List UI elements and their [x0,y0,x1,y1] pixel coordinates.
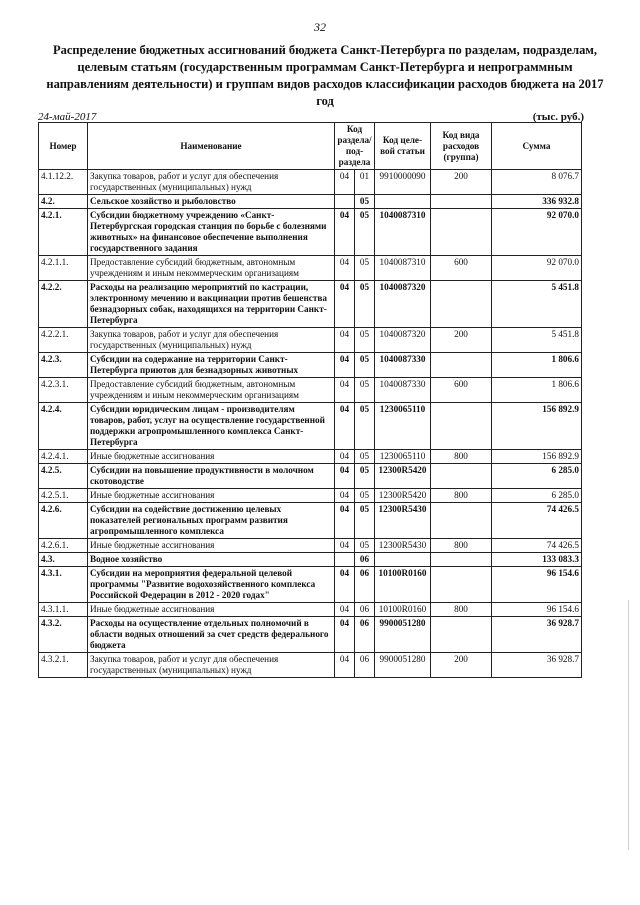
row-number: 4.3.1. [39,567,88,603]
row-sum: 74 426.5 [492,503,582,539]
row-sum: 96 154.6 [492,567,582,603]
row-expense-kind: 600 [431,378,492,403]
row-name: Иные бюджетные ассигнования [88,539,335,553]
table-row [39,170,582,195]
row-article: 12300R5420 [375,464,431,489]
row-subsection: 05 [355,256,375,281]
row-sum: 1 806.6 [492,378,582,403]
row-sum: 6 285.0 [492,464,582,489]
row-expense-kind [431,353,492,378]
row-name: Водное хозяйство [88,553,335,567]
row-article: 9900051280 [375,617,431,653]
document-date: 24-май-2017 [38,111,97,123]
budget-table [38,122,582,678]
row-number: 4.3.1.1. [39,603,88,617]
row-number: 4.2.2. [39,281,88,328]
row-expense-kind: 200 [431,170,492,195]
row-sum: 156 892.9 [492,403,582,450]
row-subsection: 05 [355,209,375,256]
row-sum: 92 070.0 [492,209,582,256]
row-expense-kind [431,464,492,489]
row-sum: 5 451.8 [492,281,582,328]
row-section: 04 [335,567,355,603]
row-expense-kind [431,567,492,603]
row-sum: 1 806.6 [492,353,582,378]
row-section [335,553,355,567]
row-sum: 36 928.7 [492,653,582,678]
row-section: 04 [335,653,355,678]
row-article: 12300R5430 [375,503,431,539]
row-sum: 96 154.6 [492,603,582,617]
page-number: 32 [314,20,326,34]
table-row [39,567,582,603]
row-subsection: 05 [355,464,375,489]
row-article: 1230065110 [375,450,431,464]
row-name: Сельское хозяйство и рыболовство [88,195,335,209]
row-expense-kind [431,209,492,256]
row-sum: 92 070.0 [492,256,582,281]
row-sum: 5 451.8 [492,328,582,353]
table-header-row [39,123,582,170]
row-subsection: 05 [355,489,375,503]
row-name: Закупка товаров, работ и услуг для обеспечения государственных (муниципальных) нужд [88,653,335,678]
table-row [39,403,582,450]
row-subsection: 01 [355,170,375,195]
row-number: 4.2.6. [39,503,88,539]
header-expense-kind: Код вида расходов (группа) [431,123,492,170]
row-subsection: 06 [355,603,375,617]
row-sum: 6 285.0 [492,489,582,503]
row-section: 04 [335,603,355,617]
row-subsection: 05 [355,353,375,378]
row-section: 04 [335,256,355,281]
header-section-code: Код раздела/ под-раздела [335,123,375,170]
row-expense-kind [431,503,492,539]
row-sum: 36 928.7 [492,617,582,653]
header-number: Номер [39,123,88,170]
row-article: 12300R5420 [375,489,431,503]
table-row [39,617,582,653]
table-row [39,256,582,281]
row-article: 1040087320 [375,281,431,328]
row-name: Субсидии на содействие достижению целевых показателей региональных программ развития агропромышленного комплекса [88,503,335,539]
row-number: 4.2.5.1. [39,489,88,503]
row-article: 1040087310 [375,256,431,281]
row-subsection: 05 [355,195,375,209]
row-article [375,195,431,209]
document-title: Распределение бюджетных ассигнований бюджета Санкт-Петербурга по разделам, подразделам, целевым статьям (государственным программам Санкт-Петербурга и непрограммным направлениям деятельности) и группам видов расходов классификации расходов бюджета на 2017 год [46,43,604,108]
header-name: Наименование [88,123,335,170]
row-number: 4.2.1.1. [39,256,88,281]
row-article: 10100R0160 [375,603,431,617]
row-subsection: 05 [355,378,375,403]
row-section: 04 [335,539,355,553]
row-number: 4.2.5. [39,464,88,489]
row-name: Субсидии на мероприятия федеральной целевой программы "Развитие водохозяйственного комплекса Российской Федерации в 2012 - 2020 годах" [88,567,335,603]
row-number: 4.2. [39,195,88,209]
row-section: 04 [335,489,355,503]
table-row [39,328,582,353]
row-number: 4.2.4.1. [39,450,88,464]
table-row [39,553,582,567]
scan-edge-mark [628,600,629,850]
row-number: 4.3.2. [39,617,88,653]
table-row [39,603,582,617]
row-article: 10100R0160 [375,567,431,603]
table-row [39,195,582,209]
row-article: 1040087310 [375,209,431,256]
header-article-code: Код целе-вой статьи [375,123,431,170]
row-article: 1040087330 [375,378,431,403]
row-section: 04 [335,328,355,353]
table-row [39,464,582,489]
row-number: 4.2.3. [39,353,88,378]
row-name: Закупка товаров, работ и услуг для обеспечения государственных (муниципальных) нужд [88,328,335,353]
row-expense-kind [431,281,492,328]
row-expense-kind: 800 [431,603,492,617]
table-row [39,450,582,464]
row-subsection: 06 [355,567,375,603]
row-expense-kind [431,403,492,450]
row-subsection: 05 [355,328,375,353]
row-section: 04 [335,170,355,195]
row-number: 4.3. [39,553,88,567]
table-body [39,170,582,678]
table-row [39,209,582,256]
row-name: Субсидии юридическим лицам - производителям товаров, работ, услуг на осуществление государственной поддержки агропромышленного комплекса Санкт-Петербурга [88,403,335,450]
row-name: Расходы на осуществление отдельных полномочий в области водных отношений за счет средств федерального бюджета [88,617,335,653]
row-number: 4.2.6.1. [39,539,88,553]
table-row [39,353,582,378]
row-section: 04 [335,464,355,489]
table-row [39,378,582,403]
row-article: 9910000090 [375,170,431,195]
row-article: 9900051280 [375,653,431,678]
row-section: 04 [335,503,355,539]
row-name: Субсидии на содержание на территории Санкт-Петербурга приютов для безнадзорных животных [88,353,335,378]
row-name: Предоставление субсидий бюджетным, автономным учреждениям и иным некоммерческим организациям [88,378,335,403]
row-article: 1040087320 [375,328,431,353]
row-section: 04 [335,281,355,328]
row-subsection: 06 [355,653,375,678]
row-expense-kind [431,553,492,567]
table-row [39,539,582,553]
row-sum: 336 932.8 [492,195,582,209]
row-section: 04 [335,617,355,653]
row-subsection: 06 [355,553,375,567]
table-row [39,503,582,539]
row-subsection: 05 [355,450,375,464]
table-row [39,489,582,503]
row-name: Иные бюджетные ассигнования [88,603,335,617]
row-subsection: 05 [355,539,375,553]
row-expense-kind: 600 [431,256,492,281]
row-expense-kind: 800 [431,539,492,553]
row-expense-kind: 800 [431,489,492,503]
row-expense-kind: 800 [431,450,492,464]
row-section: 04 [335,378,355,403]
row-number: 4.2.3.1. [39,378,88,403]
row-number: 4.1.12.2. [39,170,88,195]
row-subsection: 05 [355,503,375,539]
row-expense-kind: 200 [431,328,492,353]
row-name: Предоставление субсидий бюджетным, автономным учреждениям и иным некоммерческим организациям [88,256,335,281]
row-name: Иные бюджетные ассигнования [88,450,335,464]
row-sum: 133 083.3 [492,553,582,567]
row-name: Иные бюджетные ассигнования [88,489,335,503]
row-subsection: 05 [355,403,375,450]
row-article: 12300R5430 [375,539,431,553]
row-section [335,195,355,209]
row-subsection: 06 [355,617,375,653]
row-number: 4.2.1. [39,209,88,256]
row-expense-kind [431,617,492,653]
row-section: 04 [335,353,355,378]
row-article: 1230065110 [375,403,431,450]
row-section: 04 [335,403,355,450]
row-name: Расходы на реализацию мероприятий по кастрации, электронному мечению и вакцинации против бешенства безнадзорных собак, находящихся на территории Санкт-Петербурга [88,281,335,328]
row-sum: 74 426.5 [492,539,582,553]
row-article [375,553,431,567]
row-expense-kind [431,195,492,209]
row-name: Субсидии на повышение продуктивности в молочном скотоводстве [88,464,335,489]
row-section: 04 [335,209,355,256]
row-number: 4.2.4. [39,403,88,450]
row-expense-kind: 200 [431,653,492,678]
units-label: (тыс. руб.) [532,111,584,123]
row-subsection: 05 [355,281,375,328]
table-row [39,653,582,678]
row-number: 4.3.2.1. [39,653,88,678]
table-row [39,281,582,328]
header-sum: Сумма [492,123,582,170]
row-name: Закупка товаров, работ и услуг для обеспечения государственных (муниципальных) нужд [88,170,335,195]
row-number: 4.2.2.1. [39,328,88,353]
row-article: 1040087330 [375,353,431,378]
row-section: 04 [335,450,355,464]
row-name: Субсидии бюджетному учреждению «Санкт-Петербургская городская станция по борьбе с болезнями животных» на финансовое обеспечение выполнения государственного задания [88,209,335,256]
row-sum: 156 892.9 [492,450,582,464]
row-sum: 8 076.7 [492,170,582,195]
